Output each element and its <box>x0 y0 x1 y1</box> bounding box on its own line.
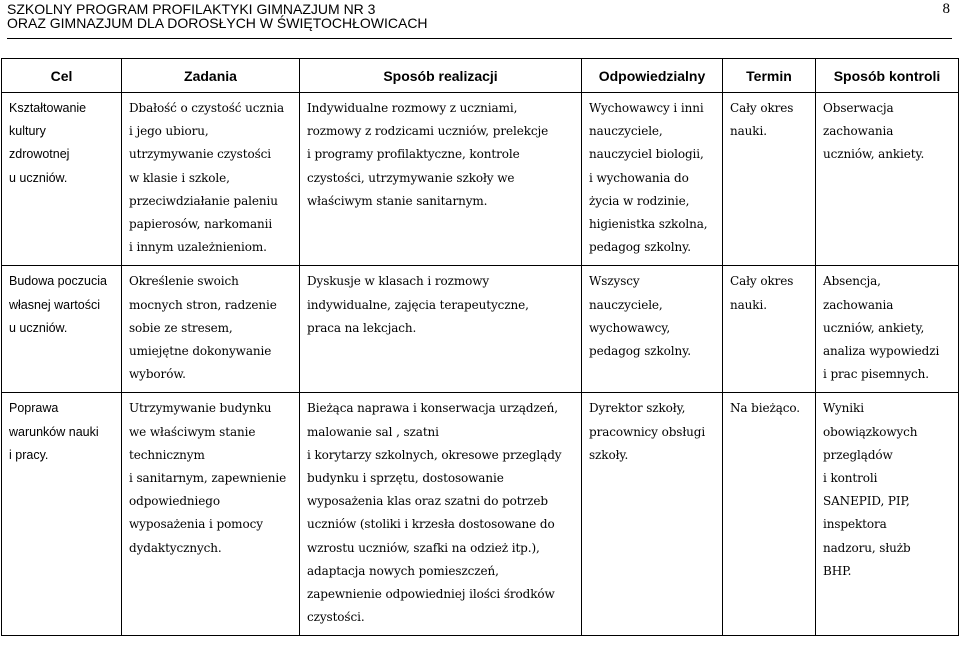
cell-cel <box>2 93 122 266</box>
cell-text-line: nadzoru, służb <box>823 540 911 555</box>
cell-sposob-kontroli <box>816 393 959 636</box>
cell-text-line: nauczyciele, <box>589 124 663 139</box>
cell-text-line: obowiązkowych <box>823 424 918 439</box>
cell-zadania <box>122 93 300 266</box>
cell-text-line: dydaktycznych. <box>129 540 222 555</box>
cell-text-line: technicznym <box>129 447 205 462</box>
cell-text-line: Utrzymywanie budynku <box>129 401 272 416</box>
col-header-cel: Cel <box>2 59 122 93</box>
cell-text-line: i innym uzależnieniom. <box>129 240 267 255</box>
cell-text-line: przeglądów <box>823 447 893 462</box>
cell-text-line: pedagog szkolny. <box>589 344 691 359</box>
cell-odpowiedzialny <box>582 266 723 393</box>
cell-text-line: pracownicy obsługi <box>589 424 706 439</box>
cell-text-line: i pracy. <box>9 447 49 462</box>
cell-text-line: praca na lekcjach. <box>307 320 417 335</box>
page-number: 8 <box>942 1 950 17</box>
cell-text-line: Obserwacja <box>823 101 894 115</box>
cell-text-line: właściwym stanie sanitarnym. <box>307 193 488 208</box>
cell-text-line: uczniów, ankiety. <box>823 147 925 162</box>
cell-text-line: nauki. <box>730 124 767 139</box>
cell-zadania <box>122 393 300 636</box>
header-title-line2: ORAZ GIMNAZJUM DLA DOROSŁYCH W ŚWIĘTOCHŁOWICACH <box>7 15 428 31</box>
cell-text-line: zdrowotnej <box>9 147 70 162</box>
cell-text-line: przeciwdziałanie paleniu <box>129 193 278 208</box>
table-row <box>2 93 959 266</box>
cell-text-line: pedagog szkolny. <box>589 240 691 255</box>
cell-text-line: i wychowania do <box>589 170 689 185</box>
cell-text-line: i prac pisemnych. <box>823 367 929 382</box>
cell-sposob-kontroli <box>816 93 959 266</box>
cell-text-line: nauki. <box>730 297 767 312</box>
cell-text-line: warunków nauki <box>9 424 99 439</box>
cell-text-line: sobie ze stresem, <box>129 320 233 335</box>
cell-text-line: i jego ubioru, <box>129 124 209 139</box>
cell-text-line: BHP. <box>823 563 852 578</box>
cell-text-line: adaptacja nowych pomieszczeń, <box>307 563 499 578</box>
col-header-zadania: Zadania <box>122 59 300 93</box>
cell-text-line: Indywidualne rozmowy z uczniami, <box>307 101 518 115</box>
cell-text-line: Na bieżąco. <box>730 401 801 416</box>
cell-text-line: we właściwym stanie <box>129 424 256 439</box>
cell-text-line: wzrostu uczniów, szafki na odzież itp.), <box>307 540 540 555</box>
cell-cel <box>2 393 122 636</box>
cell-text-line: inspektora <box>823 517 887 532</box>
cell-text-line: i kontroli <box>823 471 878 486</box>
cell-sposob-realizacji <box>300 93 582 266</box>
cell-text-line: i korytarzy szkolnych, okresowe przeglądy <box>307 447 562 462</box>
cell-text-line: mocnych stron, radzenie <box>129 297 277 312</box>
cell-text-line: u uczniów. <box>9 170 68 185</box>
cell-text-line: wyposażenia i pomocy <box>129 517 263 532</box>
cell-text-line: własnej wartości <box>9 297 101 312</box>
cell-text-line: Wychowawcy i inni <box>589 101 704 115</box>
cell-text-line: Dyrektor szkoły, <box>589 401 686 416</box>
cell-text-line: Dyskusje w klasach i rozmowy <box>307 274 490 289</box>
cell-odpowiedzialny <box>582 393 723 636</box>
cell-termin <box>723 393 816 636</box>
cell-text-line: w klasie i szkole, <box>129 170 230 185</box>
col-header-sposob-realizacji: Sposób realizacji <box>300 59 582 93</box>
cell-sposob-realizacji <box>300 266 582 393</box>
table-row <box>2 393 959 636</box>
cell-text-line: Dbałość o czystość ucznia <box>129 101 285 115</box>
cell-termin <box>723 266 816 393</box>
cell-text-line: analiza wypowiedzi <box>823 344 940 359</box>
cell-text-line: rozmowy z rodzicami uczniów, prelekcje <box>307 124 549 139</box>
cell-text-line: odpowiedniego <box>129 494 220 509</box>
cell-text-line: budynku i sprzętu, dostosowanie <box>307 471 504 486</box>
cell-text-line: nauczyciele, <box>589 297 663 312</box>
cell-text-line: indywidualne, zajęcia terapeutyczne, <box>307 297 529 312</box>
col-header-sposob-kontroli: Sposób kontroli <box>816 59 959 93</box>
cell-text-line: Cały okres <box>730 274 794 289</box>
cell-text-line: czystości. <box>307 610 365 625</box>
cell-text-line: Wszyscy <box>589 274 640 289</box>
cell-text-line: zapewnienie odpowiedniej ilości środków <box>307 587 555 602</box>
cell-sposob-realizacji <box>300 393 582 636</box>
cell-zadania <box>122 266 300 393</box>
cell-text-line: i sanitarnym, zapewnienie <box>129 471 287 486</box>
cell-text-line: Absencja, <box>823 274 881 289</box>
cell-text-line: czystości, utrzymywanie szkoły we <box>307 170 515 185</box>
cell-text-line: Wyniki <box>823 401 864 416</box>
col-header-odpowiedzialny: Odpowiedzialny <box>582 59 723 93</box>
cell-text-line: papierosów, narkomanii <box>129 217 273 232</box>
cell-text-line: SANEPID, PIP, <box>823 494 910 509</box>
cell-text-line: malowanie sal , szatni <box>307 424 439 439</box>
cell-text-line: Kształtowanie <box>9 101 87 115</box>
cell-text-line: zachowania <box>823 124 894 139</box>
cell-cel <box>2 266 122 393</box>
cell-text-line: uczniów, ankiety, <box>823 320 925 335</box>
program-table <box>1 58 959 636</box>
cell-text-line: wyposażenia klas oraz szatni do potrzeb <box>307 494 548 509</box>
cell-text-line: i programy profilaktyczne, kontrole <box>307 147 520 162</box>
col-header-termin: Termin <box>723 59 816 93</box>
cell-text-line: Poprawa <box>9 401 59 416</box>
cell-text-line: wychowawcy, <box>589 320 671 335</box>
cell-text-line: utrzymywanie czystości <box>129 147 271 162</box>
table-row <box>2 266 959 393</box>
cell-text-line: Budowa poczucia <box>9 274 107 289</box>
cell-text-line: u uczniów. <box>9 320 68 335</box>
cell-text-line: Określenie swoich <box>129 274 239 289</box>
cell-text-line: życia w rodzinie, <box>589 193 690 208</box>
cell-text-line: zachowania <box>823 297 894 312</box>
cell-text-line: higienistka szkolna, <box>589 217 708 232</box>
cell-text-line: Bieżąca naprawa i konserwacja urządzeń, <box>307 401 559 416</box>
cell-text-line: uczniów (stoliki i krzesła dostosowane do <box>307 517 555 532</box>
table-header-row <box>2 59 959 93</box>
header-title-line1: SZKOLNY PROGRAM PROFILAKTYKI GIMNAZJUM NR 3 <box>7 1 376 17</box>
cell-text-line: szkoły. <box>589 447 629 462</box>
cell-termin <box>723 93 816 266</box>
cell-text-line: Cały okres <box>730 101 794 115</box>
cell-text-line: nauczyciel biologii, <box>589 147 704 162</box>
cell-text-line: wyborów. <box>129 367 186 382</box>
cell-odpowiedzialny <box>582 93 723 266</box>
cell-sposob-kontroli <box>816 266 959 393</box>
cell-text-line: kultury <box>9 124 46 139</box>
page-header <box>7 0 952 39</box>
cell-text-line: umiejętne dokonywanie <box>129 344 272 359</box>
